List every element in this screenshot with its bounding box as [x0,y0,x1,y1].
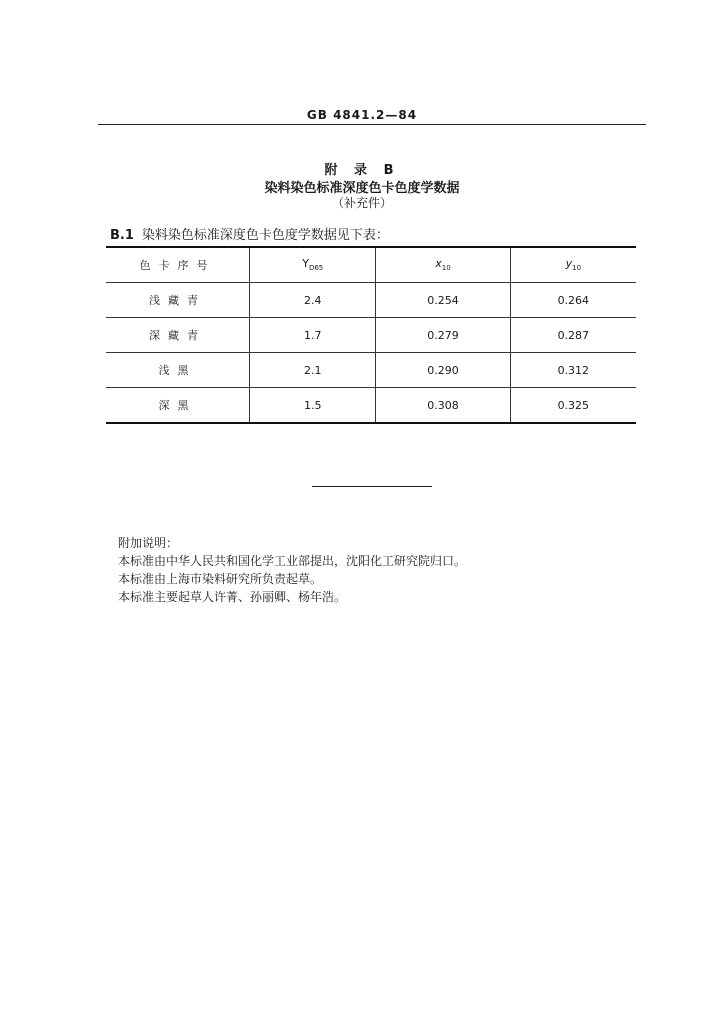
table-row [106,318,636,353]
table-row [106,353,636,388]
notes-line: 本标准由中华人民共和国化学工业部提出，沈阳化工研究院归口。 [118,554,467,568]
section-number: B.1 [110,228,134,243]
cell-x10: 0.308 [376,388,510,424]
colorimetric-data-table [106,246,636,424]
notes-heading: 附加说明： [118,536,179,550]
section-intro [110,224,389,243]
cell-y10: 0.312 [510,353,636,388]
appendix-title: 染料染色标准深度色卡色度学数据 [264,181,460,196]
cell-y10: 0.264 [510,283,636,318]
cell-x10: 0.254 [376,283,510,318]
table-row [106,388,636,424]
cell-y: 1.7 [250,318,376,353]
cell-name: 浅藏青 [106,283,250,318]
header-y10: $y_{10}$ [510,247,636,283]
notes-line: 本标准由上海市染料研究所负责起草。 [118,572,323,586]
end-rule [312,486,432,487]
table-row [106,283,636,318]
cell-x10: 0.279 [376,318,510,353]
cell-y: 2.4 [250,283,376,318]
appendix-subtitle: （补充件） [331,196,392,210]
header-card-number: 色卡序号 [106,247,250,283]
additional-notes [118,534,638,606]
table-header-row [106,247,636,283]
cell-name: 深黑 [106,388,250,424]
cell-y10: 0.287 [510,318,636,353]
appendix-label: 附 录 B [324,163,400,178]
notes-line: 本标准主要起草人许菁、孙丽卿、杨年浩。 [118,590,347,604]
cell-x10: 0.290 [376,353,510,388]
standard-code: GB 4841.2—84 [306,108,418,122]
cell-name: 浅黑 [106,353,250,388]
header-x10: $x_{10}$ [376,247,510,283]
section-text: 染料染色标准深度色卡色度学数据见下表： [141,228,389,243]
header-y-d65: $Y_{D65}$ [250,247,376,283]
header-rule [98,124,646,125]
cell-y: 2.1 [250,353,376,388]
cell-y10: 0.325 [510,388,636,424]
cell-y: 1.5 [250,388,376,424]
cell-name: 深藏青 [106,318,250,353]
